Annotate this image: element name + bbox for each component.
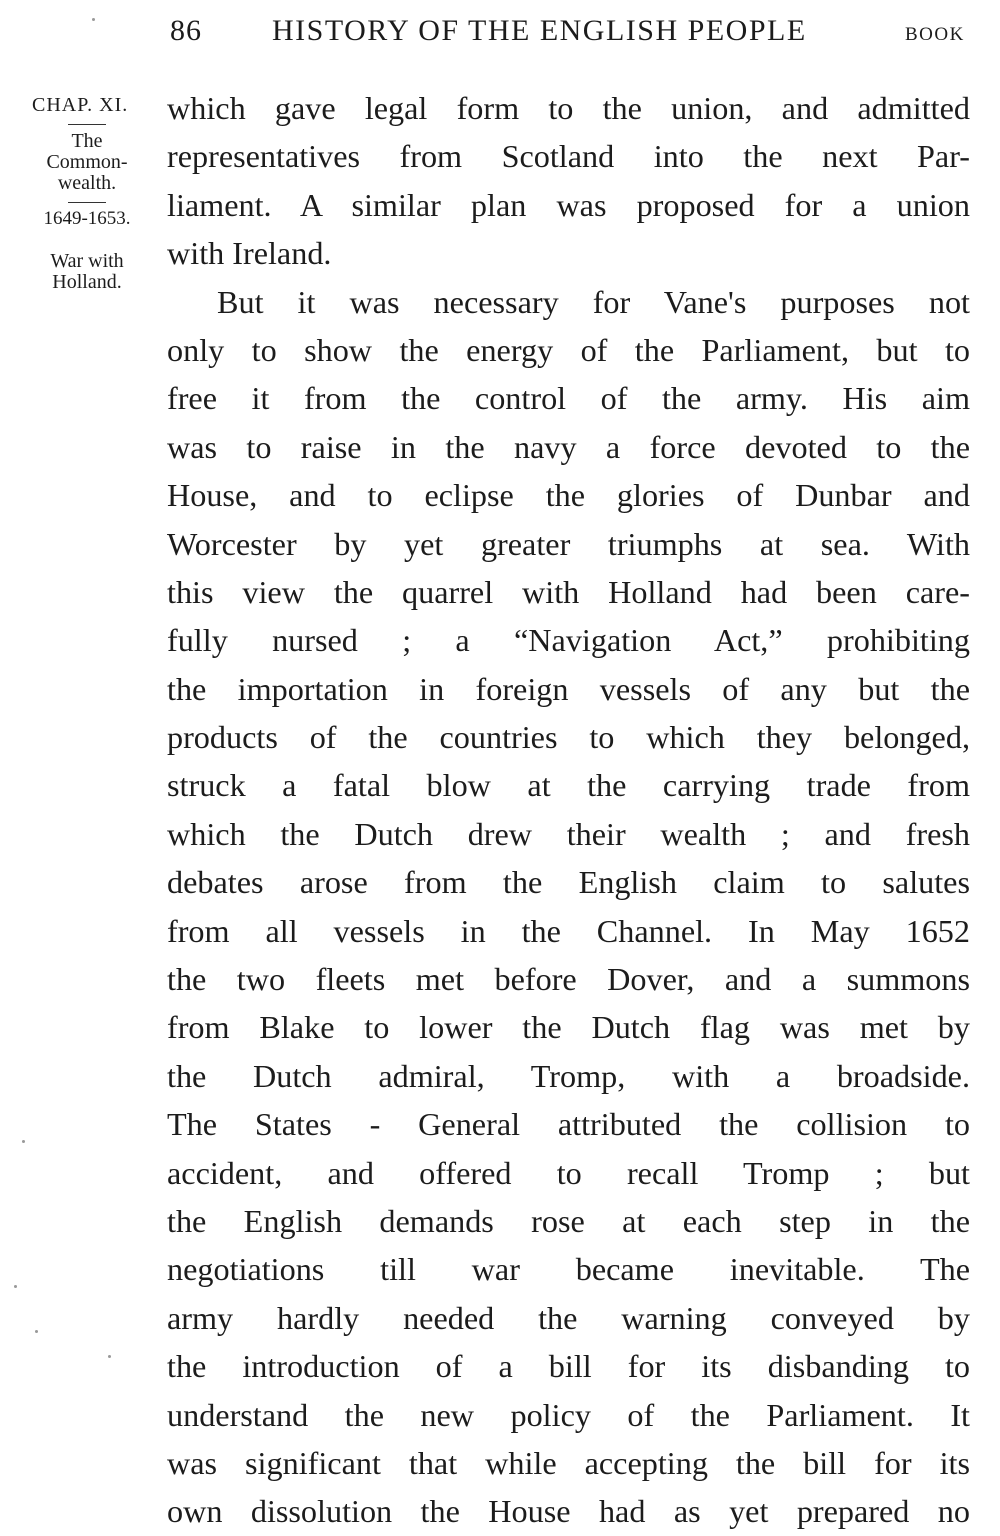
text-line: products of the countries to which they belonged, <box>167 719 970 756</box>
date-range: 1649-1653. <box>43 208 131 229</box>
text-line: accident, and offered to recall Tromp ; but <box>167 1154 970 1191</box>
text-line: the introduction of a bill for its disbanding to <box>167 1348 970 1385</box>
text-line: with Ireland. <box>167 235 332 272</box>
text-line: army hardly needed the warning conveyed by <box>167 1299 970 1336</box>
text-line: which gave legal form to the union, and admitted <box>167 90 970 126</box>
text-line: representatives from Scotland into the next Par- <box>167 138 970 175</box>
subtopic-line-2: Holland. <box>52 270 122 293</box>
text-line: House, and to eclipse the glories of Dunbar and <box>167 477 970 514</box>
book-label: BOOK <box>905 24 965 45</box>
text-line: this view the quarrel with Holland had been care- <box>167 573 970 610</box>
paper-speck <box>108 1355 111 1358</box>
paper-speck <box>35 1330 38 1333</box>
text-line: the Dutch admiral, Tromp, with a broadside. <box>167 1057 970 1094</box>
paper-speck <box>22 1140 25 1143</box>
running-head <box>0 12 1000 52</box>
text-line: the importation in foreign vessels of any but the <box>167 670 970 707</box>
text-line: from all vessels in the Channel. In May 1652 <box>167 912 970 949</box>
paragraph-first-line: But it was necessary for Vane's purposes not <box>217 283 970 320</box>
text-line: which the Dutch drew their wealth ; and fresh <box>167 815 970 852</box>
text-line: was significant that while accepting the bill for its <box>167 1444 970 1481</box>
text-line: the English demands rose at each step in the <box>167 1202 970 1239</box>
text-line: negotiations till war became inevitable. The <box>167 1251 970 1288</box>
text-line: liament. A similar plan was proposed for a union <box>167 186 970 223</box>
margin-notes <box>22 95 152 293</box>
paper-speck <box>14 1285 17 1288</box>
text-line: debates arose from the English claim to salutes <box>167 864 970 901</box>
running-title: HISTORY OF THE ENGLISH PEOPLE <box>272 14 807 47</box>
topic-line-1: The <box>71 130 103 152</box>
text-line: only to show the energy of the Parliament, but to <box>167 331 970 368</box>
body-text <box>167 84 970 1536</box>
page-number: 86 <box>170 14 202 47</box>
margin-rule <box>68 202 106 203</box>
subtopic-line-1: War with <box>50 249 124 272</box>
text-line: The States - General attributed the collision to <box>167 1106 970 1143</box>
text-line: from Blake to lower the Dutch flag was met by <box>167 1009 970 1046</box>
text-line: fully nursed ; a “Navigation Act,” prohibiting <box>167 622 970 659</box>
paper-speck <box>92 18 95 21</box>
text-line: free it from the control of the army. His aim <box>167 380 970 417</box>
text-line: own dissolution the House had as yet prepared no <box>167 1493 970 1530</box>
text-line: understand the new policy of the Parliament. It <box>167 1396 970 1433</box>
chapter-label: CHAP. XI. <box>32 94 129 116</box>
text-line: was to raise in the navy a force devoted to the <box>167 428 970 465</box>
text-line: the two fleets met before Dover, and a summons <box>167 961 970 998</box>
margin-rule <box>68 124 106 125</box>
topic-line-3: wealth. <box>57 172 117 194</box>
topic-line-2: Common- <box>46 151 128 173</box>
text-line: Worcester by yet greater triumphs at sea. With <box>167 525 970 562</box>
text-line: struck a fatal blow at the carrying trade from <box>167 767 970 804</box>
